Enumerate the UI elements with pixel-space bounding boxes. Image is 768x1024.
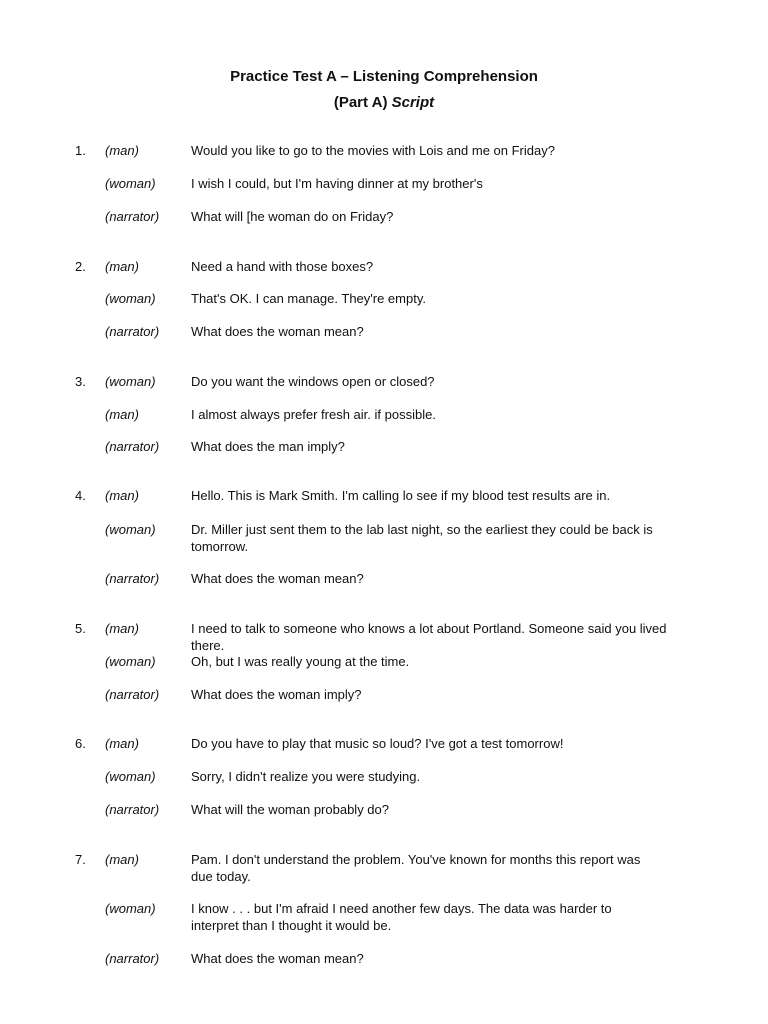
dialogue-text: Do you want the windows open or closed?: [191, 374, 435, 389]
speaker-label: (woman): [105, 176, 156, 191]
dialogue-text: Oh, but I was really young at the time.: [191, 654, 410, 669]
dialogue-text: Do you have to play that music so loud? I've got a test tomorrow!: [191, 736, 564, 751]
subtitle-part: (Part A): [333, 94, 392, 111]
dialogue-text: I need to talk to someone who knows a lot about Portland. Someone said you lived there.: [191, 621, 667, 653]
speaker-label: (woman): [105, 291, 156, 306]
item-number: 1.: [75, 143, 86, 158]
dialogue-text: That's OK. I can manage. They're empty.: [191, 291, 426, 306]
speaker-label: (woman): [105, 654, 156, 669]
speaker-label: (man): [105, 736, 139, 751]
page-subtitle: [0, 94, 768, 112]
subtitle-script-label: Script: [391, 94, 435, 111]
item-number: 5.: [75, 621, 86, 636]
dialogue-text: What does the woman mean?: [191, 324, 364, 339]
speaker-label: (man): [105, 852, 139, 867]
dialogue-text: I know . . . but I'm afraid I need another few days. The data was harder to interpret than I thought it would be.: [191, 901, 612, 933]
speaker-label: (man): [105, 407, 139, 422]
item-number: 4.: [75, 488, 86, 503]
speaker-label: (man): [105, 621, 139, 636]
dialogue-text: Hello. This is Mark Smith. I'm calling lo see if my blood test results are in.: [191, 488, 611, 503]
speaker-label: (narrator): [105, 324, 160, 339]
speaker-label: (narrator): [105, 802, 160, 817]
speaker-label: (narrator): [105, 209, 160, 224]
dialogue-text: What does the woman mean?: [191, 951, 364, 966]
item-number: 7.: [75, 852, 86, 867]
dialogue-text: What does the woman mean?: [191, 571, 364, 586]
speaker-label: (man): [105, 259, 139, 274]
item-number: 6.: [75, 736, 86, 751]
speaker-label: (woman): [105, 769, 156, 784]
dialogue-text: I wish I could, but I'm having dinner at my brother's: [191, 176, 483, 191]
dialogue-text: What will [he woman do on Friday?: [191, 209, 394, 224]
item-number: 2.: [75, 259, 86, 274]
item-number: 3.: [75, 374, 86, 389]
dialogue-text: What will the woman probably do?: [191, 802, 389, 817]
dialogue-text: Pam. I don't understand the problem. You've known for months this report was due today.: [191, 852, 641, 884]
speaker-label: (narrator): [105, 951, 160, 966]
dialogue-text: What does the man imply?: [191, 439, 345, 454]
speaker-label: (narrator): [105, 439, 160, 454]
dialogue-text: I almost always prefer fresh air. if possible.: [191, 407, 436, 422]
speaker-label: (man): [105, 143, 139, 158]
speaker-label: (narrator): [105, 571, 160, 586]
page-title: Practice Test A – Listening Comprehension: [230, 68, 538, 85]
dialogue-text: Would you like to go to the movies with Lois and me on Friday?: [191, 143, 555, 158]
speaker-label: (woman): [105, 901, 156, 916]
speaker-label: (narrator): [105, 687, 160, 702]
speaker-label: (woman): [105, 522, 156, 537]
speaker-label: (woman): [105, 374, 156, 389]
dialogue-text: Need a hand with those boxes?: [191, 259, 374, 274]
speaker-label: (man): [105, 488, 139, 503]
dialogue-text: Sorry, I didn't realize you were studying.: [191, 769, 421, 784]
dialogue-text: Dr. Miller just sent them to the lab last night, so the earliest they could be back is tomorrow.: [191, 522, 653, 554]
dialogue-text: What does the woman imply?: [191, 687, 362, 702]
